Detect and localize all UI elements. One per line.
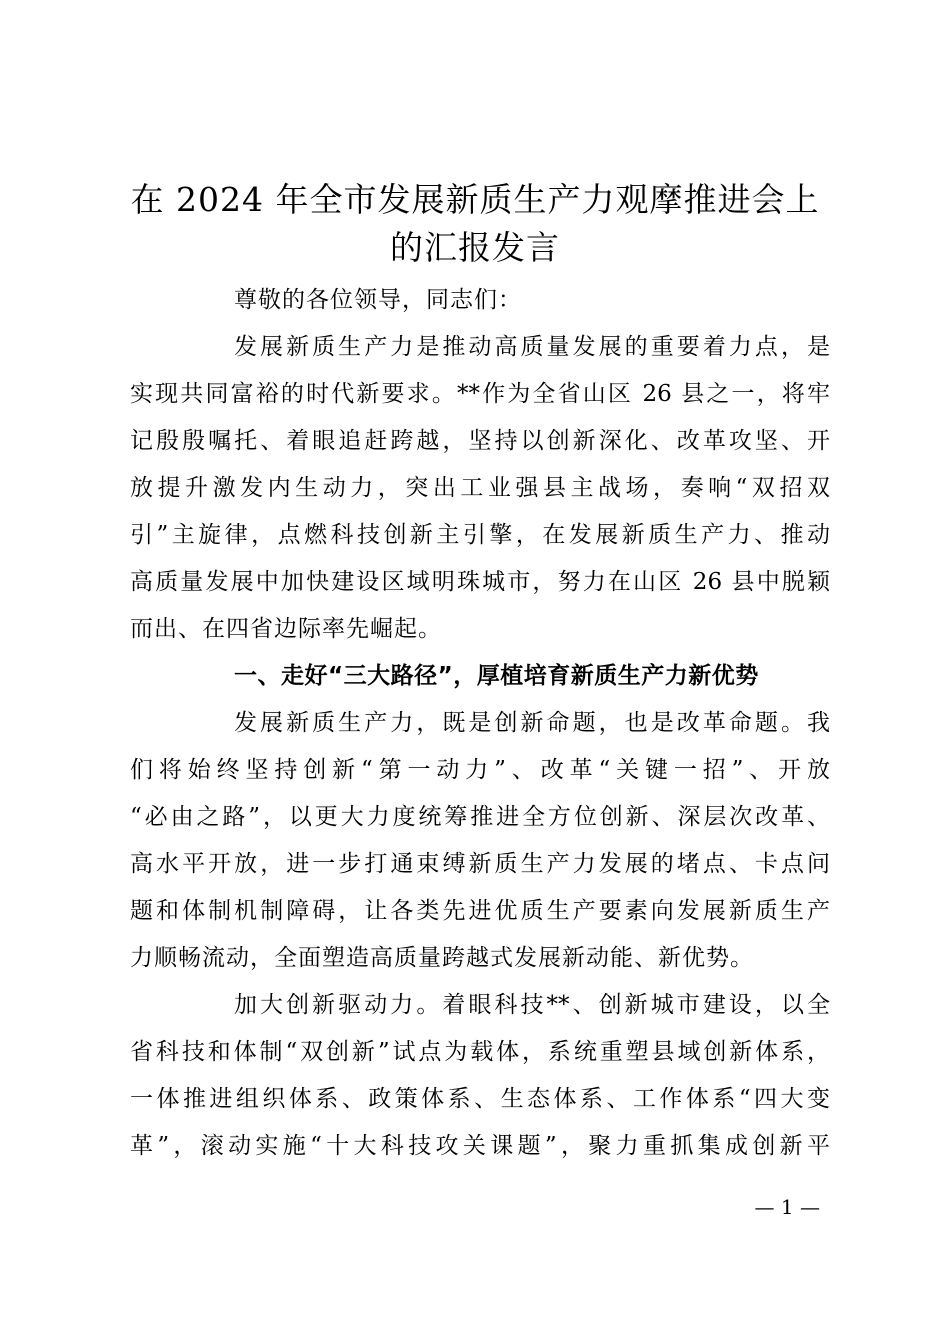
document-title xyxy=(120,176,830,272)
paragraph-2-line: 高水平开放，进一步打通束缚新质生产力发展的堵点、卡点问 xyxy=(130,851,830,877)
paragraph-3-line: 革”，滚动实施“十大科技攻关课题”，聚力重抓集成创新平 xyxy=(130,1133,830,1159)
paragraph-1-line: 而出、在四省边际率先崛起。 xyxy=(130,616,442,642)
paragraph-2-line: 题和体制机制障碍，让各类先进优质生产要素向发展新质生产 xyxy=(130,898,830,924)
section-heading-1: 一、走好“三大路径”，厚植培育新质生产力新优势 xyxy=(234,663,759,689)
paragraph-2-line: 们将始终坚持创新“第一动力”、改革“关键一招”、开放 xyxy=(130,757,830,783)
page-number: — 1 — xyxy=(754,1195,820,1219)
paragraph-2-line: 力顺畅流动，全面塑造高质量跨越式发展新动能、新优势。 xyxy=(130,945,754,971)
paragraph-1-line: 高质量发展中加快建设区域明珠城市，努力在山区 26 县中脱颖 xyxy=(130,569,830,595)
paragraph-2-line: 发展新质生产力，既是创新命题，也是改革命题。我 xyxy=(234,710,830,736)
paragraph-3-line: 省科技和体制“双创新”试点为载体，系统重塑县域创新体系， xyxy=(130,1039,830,1065)
paragraph-1-line: 引”主旋律，点燃科技创新主引擎，在发展新质生产力、推动 xyxy=(130,522,830,548)
paragraph-1-line: 发展新质生产力是推动高质量发展的重要着力点，是 xyxy=(234,334,830,360)
paragraph-2-line: “必由之路”，以更大力度统筹推进全方位创新、深层次改革、 xyxy=(130,804,830,830)
salutation: 尊敬的各位领导，同志们： xyxy=(234,287,522,313)
title-line-2: 的汇报发言 xyxy=(390,228,560,267)
paragraph-3-line: 加大创新驱动力。着眼科技**、创新城市建设，以全 xyxy=(234,992,830,1018)
paragraph-1-line: 放提升激发内生动力，突出工业强县主战场，奏响“双招双 xyxy=(130,475,830,501)
title-line-1: 在 2024 年全市发展新质生产力观摩推进会上 xyxy=(130,180,820,219)
document-body xyxy=(130,277,830,1170)
paragraph-1-line: 实现共同富裕的时代新要求。**作为全省山区 26 县之一，将牢 xyxy=(130,381,830,407)
paragraph-3-line: 一体推进组织体系、政策体系、生态体系、工作体系“四大变 xyxy=(130,1086,830,1112)
paragraph-1-line: 记殷殷嘱托、着眼追赶跨越，坚持以创新深化、改革攻坚、开 xyxy=(130,428,830,454)
